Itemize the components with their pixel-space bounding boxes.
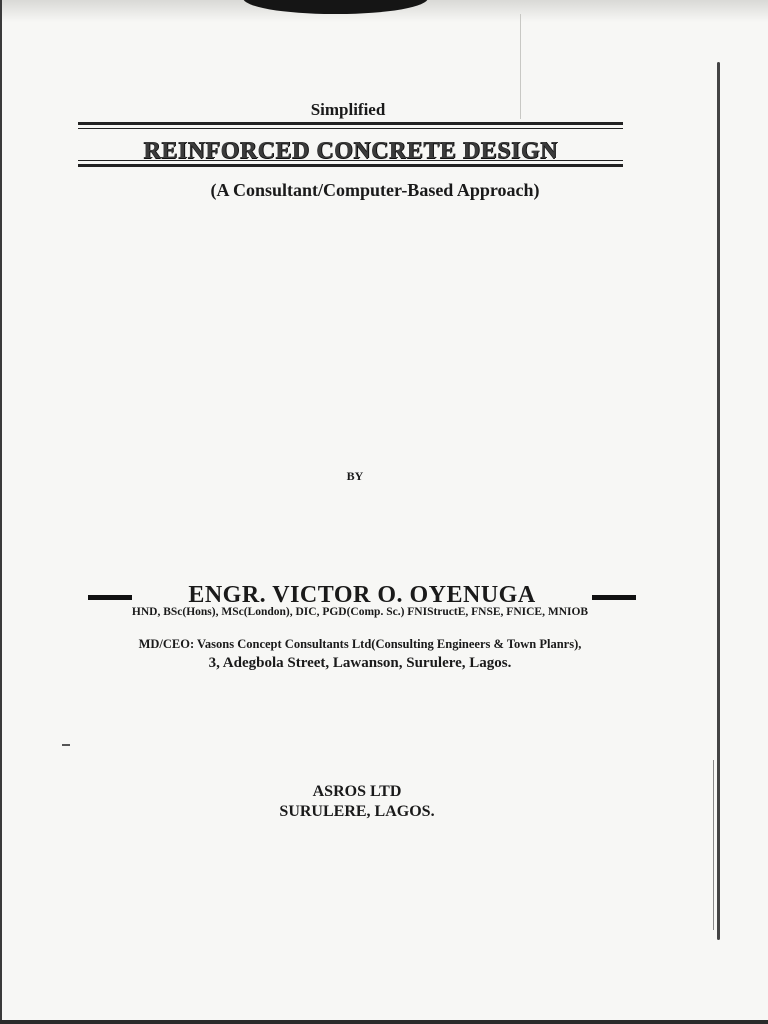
left-page-edge (0, 0, 2, 1024)
author-dash-right (592, 595, 636, 600)
cover-approach-subtitle: (A Consultant/Computer-Based Approach) (210, 180, 540, 200)
bottom-page-edge (0, 1020, 768, 1024)
publisher-location: SURULERE, LAGOS. (279, 803, 435, 820)
author-dash-left (88, 595, 132, 600)
right-margin-rule (717, 62, 720, 940)
cover-title: REINFORCED CONCRETE DESIGN (143, 138, 558, 164)
cover-subtitle: Simplified (310, 100, 386, 119)
author-name: ENGR. VICTOR O. OYENUGA (188, 582, 536, 608)
author-address: 3, Adegbola Street, Lawanson, Surulere, Lagos. (208, 655, 512, 671)
by-label: BY (346, 469, 364, 483)
title-rule-top-thick (78, 122, 623, 125)
title-rule-top-thin (78, 128, 623, 129)
author-company: MD/CEO: Vasons Concept Consultants Ltd(Consulting Engineers & Town Planrs), (138, 637, 582, 651)
author-credentials: HND, BSc(Hons), MSc(London), DIC, PGD(Comp. Sc.) FNIStructE, FNSE, FNICE, MNIOB (131, 606, 589, 618)
right-margin-rule-faint (713, 760, 714, 930)
scan-speck (62, 744, 70, 746)
publisher-block (250, 782, 464, 822)
scan-crease-line (520, 14, 521, 119)
publisher-name: ASROS LTD (312, 783, 402, 800)
